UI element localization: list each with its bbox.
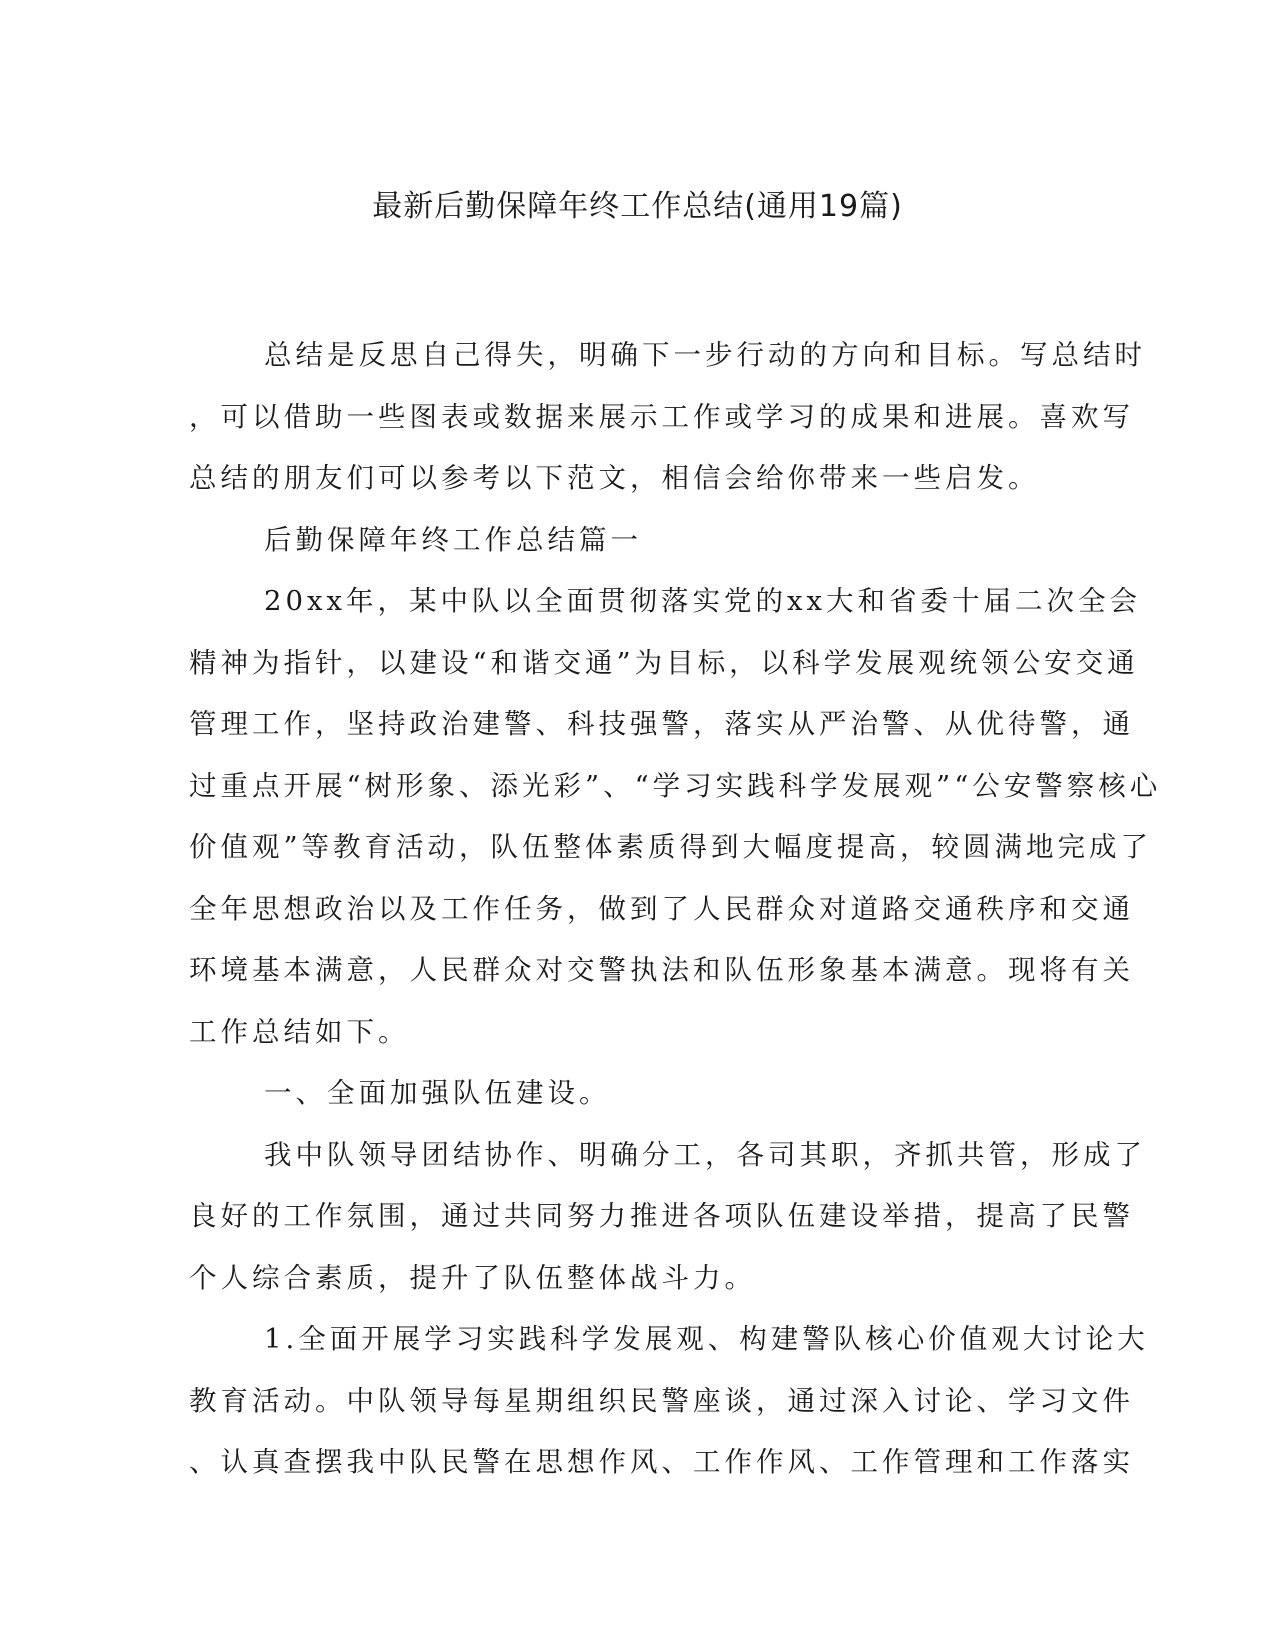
paragraph-line: ，可以借助一些图表或数据来展示工作或学习的成果和进展。喜欢写 — [189, 400, 1134, 433]
paragraph-line: 1.全面开展学习实践科学发展观、构建警队核心价值观大讨论大 — [264, 1323, 1149, 1355]
section-heading: 一、全面加强队伍建设。 — [264, 1077, 611, 1109]
paragraph-line: 价值观”等教育活动，队伍整体素质得到大幅度提高，较圆满地完成了 — [189, 831, 1153, 863]
paragraph-line: 管理工作，坚持政治建警、科技强警，落实从严治警、从优待警，通 — [189, 708, 1134, 740]
paragraph-line: 教育活动。中队领导每星期组织民警座谈，通过深入讨论、学习文件 — [189, 1384, 1134, 1417]
section-heading: 后勤保障年终工作总结篇一 — [264, 523, 642, 556]
paragraph-line: 过重点开展“树形象、添光彩”、“学习实践科学发展观”“公安警察核心 — [189, 769, 1162, 802]
paragraph-line: 个人综合素质，提升了队伍整体战斗力。 — [189, 1261, 756, 1294]
document-title: 最新后勤保障年终工作总结(通用19篇) — [372, 189, 903, 224]
paragraph-line: 工作总结如下。 — [189, 1015, 410, 1048]
paragraph-line: 全年思想政治以及工作任务，做到了人民群众对道路交通秩序和交通 — [189, 892, 1134, 925]
paragraph-line: 总结是反思自己得失，明确下一步行动的方向和目标。写总结时 — [264, 339, 1146, 371]
paragraph-line: 20xx年，某中队以全面贯彻落实党的xx大和省委十届二次全会 — [264, 585, 1142, 617]
paragraph-line: 良好的工作氛围，通过共同努力推进各项队伍建设举措，提高了民警 — [189, 1200, 1134, 1232]
paragraph-line: 总结的朋友们可以参考以下范文，相信会给你带来一些启发。 — [189, 462, 1040, 494]
paragraph-line: 精神为指针，以建设“和谐交通”为目标，以科学发展观统领公安交通 — [189, 646, 1139, 679]
paragraph-line: 环境基本满意，人民群众对交警执法和队伍形象基本满意。现将有关 — [189, 954, 1134, 986]
document-body — [189, 325, 1162, 1494]
paragraph-line: 我中队领导团结协作、明确分工，各司其职，齐抓共管，形成了 — [264, 1138, 1146, 1171]
paragraph-line: 、认真查摆我中队民警在思想作风、工作作风、工作管理和工作落实 — [189, 1446, 1134, 1478]
